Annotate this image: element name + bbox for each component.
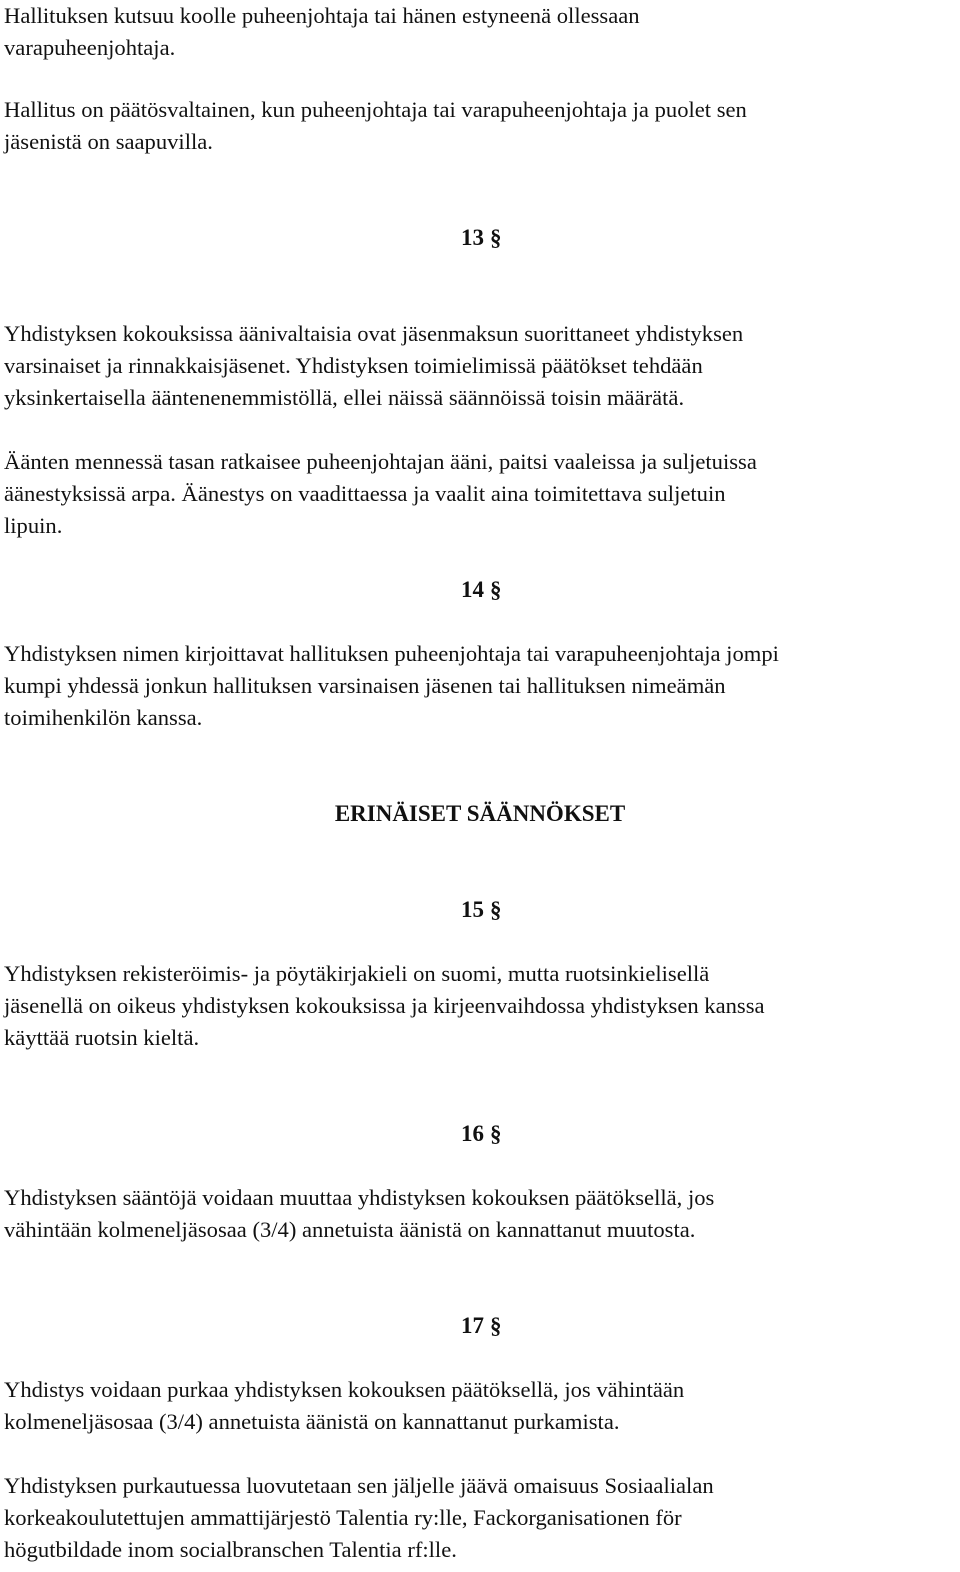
section-15-heading [461,894,502,926]
section-13-heading [461,222,502,254]
section-14-heading [461,574,502,606]
section-16-heading [461,1118,502,1150]
text-line: kumpi yhdessä jonkun hallituksen varsinaisen jäsenen tai hallituksen nimeämän [4,673,726,698]
text-line: yksinkertaisella ääntenenemmistöllä, ellei näissä säännöissä toisin määrätä. [4,385,685,410]
paragraph-board-convening [4,0,956,64]
section-number: 15 [461,897,484,922]
paragraph-voting-rights [4,318,956,414]
section-sign-icon: § [490,1313,502,1338]
section-sign-icon: § [490,225,502,250]
text-line: korkeakoulutettujen ammattijärjestö Talentia ry:lle, Fackorganisationen för [4,1505,682,1530]
section-number: 16 [461,1121,484,1146]
text-line: toimihenkilön kanssa. [4,705,203,730]
section-17-heading [461,1310,502,1342]
text-line: Yhdistyksen sääntöjä voidaan muuttaa yhdistyksen kokouksen päätöksellä, jos [4,1185,715,1210]
chapter-heading: ERINÄISET SÄÄNNÖKSET [334,801,626,826]
section-sign-icon: § [490,1121,502,1146]
text-line: varapuheenjohtaja. [4,35,176,60]
text-line: Hallitus on päätösvaltainen, kun puheenjohtaja tai varapuheenjohtaja ja puolet sen [4,97,747,122]
text-line: kolmeneljäsosaa (3/4) annetuista äänistä on kannattanut purkamista. [4,1409,620,1434]
paragraph-board-quorum [4,94,956,158]
paragraph-signing-authority [4,638,956,734]
paragraph-assets-transfer [4,1470,956,1566]
text-line: lipuin. [4,513,63,538]
paragraph-tie-votes [4,446,956,542]
text-line: Äänten mennessä tasan ratkaisee puheenjohtajan ääni, paitsi vaaleissa ja suljetuissa [4,449,757,474]
section-sign-icon: § [490,577,502,602]
text-line: vähintään kolmeneljäsosaa (3/4) annetuista äänistä on kannattanut muutosta. [4,1217,696,1242]
text-line: jäsenellä on oikeus yhdistyksen kokouksissa ja kirjeenvaihdossa yhdistyksen kanssa [4,993,765,1018]
text-line: Yhdistys voidaan purkaa yhdistyksen kokouksen päätöksellä, jos vähintään [4,1377,685,1402]
text-line: Yhdistyksen kokouksissa äänivaltaisia ovat jäsenmaksun suorittaneet yhdistyksen [4,321,744,346]
text-line: högutbildade inom socialbranschen Talentia rf:lle. [4,1537,457,1562]
paragraph-rule-amendment [4,1182,956,1246]
text-line: äänestyksissä arpa. Äänestys on vaadittaessa ja vaalit aina toimitettava suljetuin [4,481,726,506]
section-sign-icon: § [490,897,502,922]
text-line: varsinaiset ja rinnakkaisjäsenet. Yhdistyksen toimielimissä päätökset tehdään [4,353,703,378]
text-line: Yhdistyksen nimen kirjoittavat hallituksen puheenjohtaja tai varapuheenjohtaja jompi [4,641,779,666]
text-line: käyttää ruotsin kieltä. [4,1025,200,1050]
paragraph-language [4,958,956,1054]
section-number: 14 [461,577,484,602]
section-number: 13 [461,225,484,250]
text-line: jäsenistä on saapuvilla. [4,129,213,154]
text-line: Yhdistyksen rekisteröimis- ja pöytäkirjakieli on suomi, mutta ruotsinkielisellä [4,961,710,986]
text-line: Yhdistyksen purkautuessa luovutetaan sen jäljelle jäävä omaisuus Sosiaalialan [4,1473,714,1498]
paragraph-dissolution [4,1374,956,1438]
section-number: 17 [461,1313,484,1338]
text-line: Hallituksen kutsuu koolle puheenjohtaja tai hänen estyneenä ollessaan [4,3,640,28]
